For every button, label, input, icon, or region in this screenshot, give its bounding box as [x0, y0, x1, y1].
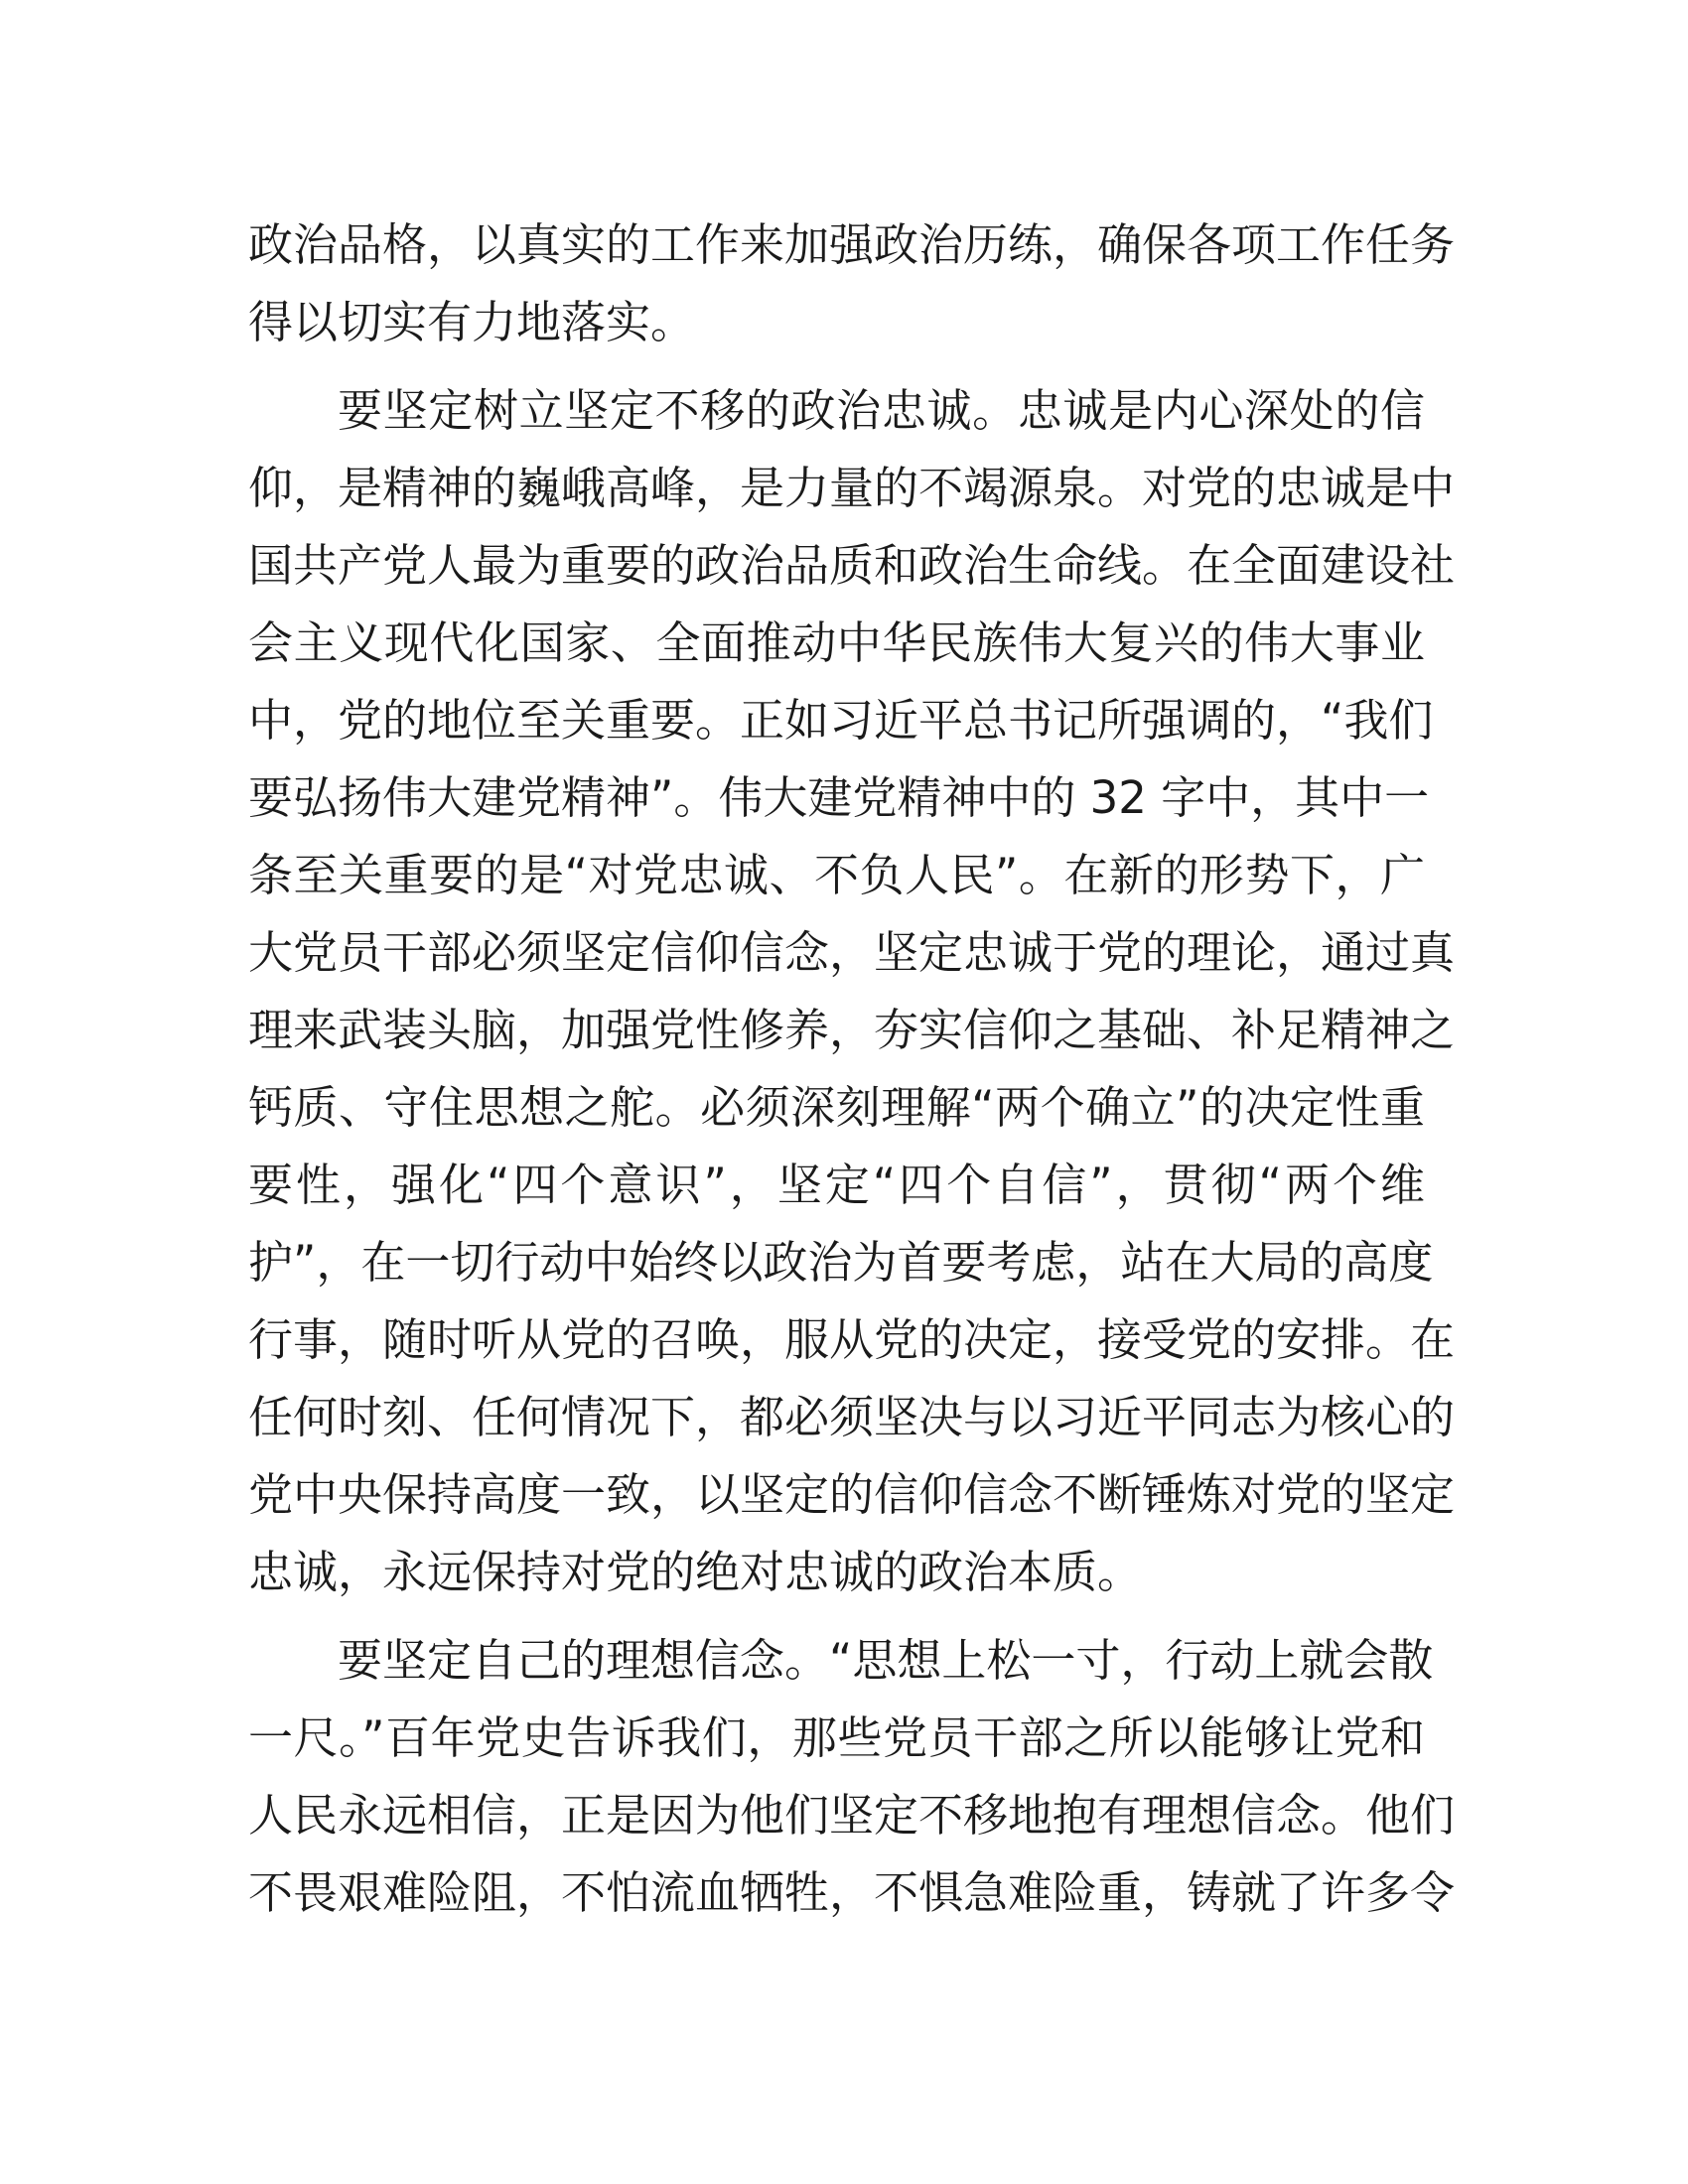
document-page [248, 206, 1456, 1943]
text-line: 国共产党人最为重要的政治品质和政治生命线。在全面建设社 [248, 539, 1456, 592]
text-line: 要坚定自己的理想信念。“思想上松一寸，行动上就会散 [338, 1634, 1434, 1687]
text-line: 政治品格，以真实的工作来加强政治历练，确保各项工作任务 [248, 218, 1456, 271]
paragraph [248, 206, 1456, 361]
text-line: 要性，强化“四个意识”，坚定“四个自信”，贯彻“两个维 [248, 1159, 1425, 1211]
text-line: 钙质、守住思想之舵。必须深刻理解“两个确立”的决定性重 [248, 1081, 1425, 1134]
paragraph [248, 1622, 1456, 1932]
text-line: 中，党的地位至关重要。正如习近平总书记所强调的，“我们 [248, 694, 1434, 747]
text-line: 会主义现代化国家、全面推动中华民族伟大复兴的伟大事业 [248, 616, 1425, 669]
text-line: 一尺。”百年党史告诉我们，那些党员干部之所以能够让党和 [248, 1711, 1425, 1764]
text-line: 人民永远相信，正是因为他们坚定不移地抱有理想信念。他们 [248, 1789, 1456, 1842]
text-line: 不畏艰难险阻，不怕流血牺牲，不惧急难险重，铸就了许多令 [248, 1866, 1456, 1919]
text-line: 行事，随时听从党的召唤，服从党的决定，接受党的安排。在 [248, 1313, 1456, 1366]
text-line: 忠诚，永远保持对党的绝对忠诚的政治本质。 [248, 1546, 1143, 1598]
text-line: 任何时刻、任何情况下，都必须坚决与以习近平同志为核心的 [248, 1391, 1456, 1443]
text-line: 大党员干部必须坚定信仰信念，坚定忠诚于党的理论，通过真 [248, 926, 1456, 979]
text-line: 条至关重要的是“对党忠诚、不负人民”。在新的形势下，广 [248, 849, 1425, 901]
text-line: 要弘扬伟大建党精神”。伟大建党精神中的 32 字中，其中一 [248, 771, 1430, 824]
paragraph [248, 372, 1456, 1611]
text-line: 得以切实有力地落实。 [248, 296, 696, 348]
text-line: 护”，在一切行动中始终以政治为首要考虑，站在大局的高度 [248, 1236, 1434, 1289]
text-line: 党中央保持高度一致，以坚定的信仰信念不断锤炼对党的坚定 [248, 1468, 1456, 1521]
text-line: 理来武装头脑，加强党性修养，夯实信仰之基础、补足精神之 [248, 1004, 1456, 1056]
text-line: 要坚定树立坚定不移的政治忠诚。忠诚是内心深处的信 [338, 384, 1425, 437]
text-line: 仰，是精神的巍峨高峰，是力量的不竭源泉。对党的忠诚是中 [248, 462, 1456, 514]
